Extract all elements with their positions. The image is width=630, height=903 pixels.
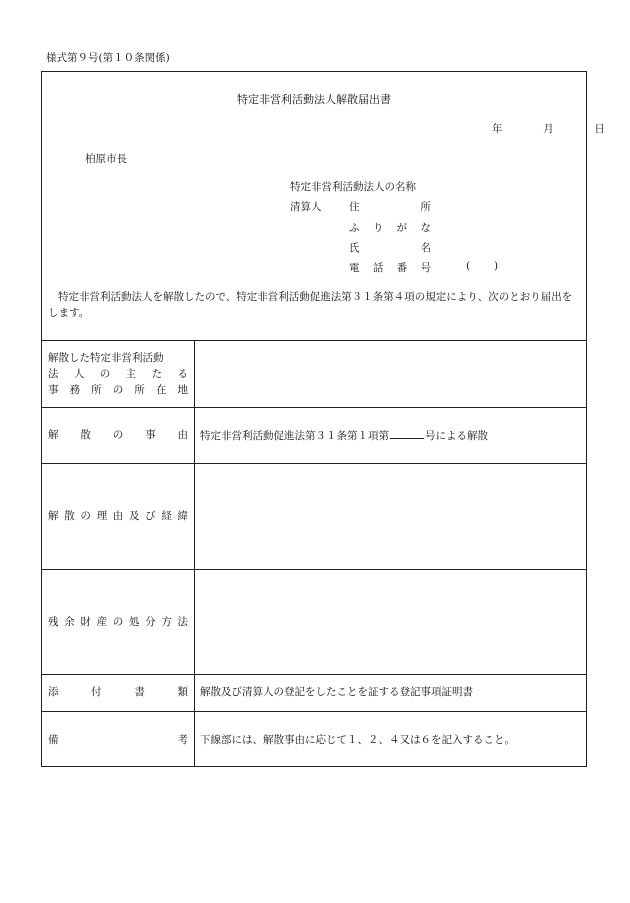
attachments-value: 解散及び清算人の登記をしたことを証する登記事項証明書 bbox=[200, 686, 473, 698]
date-day: 日 bbox=[594, 123, 605, 135]
date-year: 年 bbox=[492, 123, 503, 135]
attachments-label: 添 付 書 類 bbox=[48, 686, 188, 698]
org-name-label: 特定非営利活動法人の名称 bbox=[290, 181, 416, 193]
address-label: 住 所 bbox=[349, 201, 431, 213]
dissolution-history-label: 解 散 の 理 由 及 び 経 緯 bbox=[48, 510, 188, 522]
remarks-label: 備 考 bbox=[48, 734, 188, 746]
phone-paren-open: ( bbox=[466, 260, 471, 272]
remarks-value: 下線部には、解散事由に応じて１、２、４又は６を記入すること。 bbox=[200, 734, 515, 746]
form-title: 特定非営利活動法人解散届出書 bbox=[237, 93, 391, 106]
phone-paren-close: ) bbox=[494, 260, 499, 272]
office-location-label: 解散した特定非営利活動 法 人 の 主 た る 事 務 所 の 所 在 地 bbox=[48, 352, 188, 396]
table-rule bbox=[42, 569, 586, 570]
table-rule bbox=[42, 711, 586, 712]
form-number: 様式第９号(第１０条関係) bbox=[46, 52, 170, 64]
furigana-label: ふ り が な bbox=[349, 222, 431, 234]
liquidator-label: 清算人 bbox=[290, 201, 322, 213]
notice-text: 特定非営利活動法人を解散したので、特定非営利活動促進法第３１条第４項の規定により、次のとおり届出をします。 bbox=[48, 291, 573, 319]
form-frame bbox=[41, 71, 605, 767]
addressee: 柏原市長 bbox=[85, 153, 127, 165]
dissolution-reason-label: 解 散 の 事 由 bbox=[48, 429, 188, 441]
table-rule bbox=[42, 674, 586, 675]
phone-label: 電 話 番 号 bbox=[349, 262, 431, 274]
date-month: 月 bbox=[543, 123, 554, 135]
table-rule bbox=[42, 340, 586, 341]
reason-number-blank[interactable] bbox=[390, 427, 424, 439]
name-label: 氏 名 bbox=[349, 242, 431, 254]
dissolution-reason-value: 特定非営利活動促進法第３１条第１項第 号による解散 bbox=[200, 427, 488, 443]
table-column-divider bbox=[194, 340, 195, 767]
table-rule bbox=[42, 463, 586, 464]
asset-disposal-label: 残 余 財 産 の 処 分 方 法 bbox=[48, 616, 188, 628]
table-rule bbox=[42, 407, 586, 408]
date-line bbox=[492, 121, 605, 136]
